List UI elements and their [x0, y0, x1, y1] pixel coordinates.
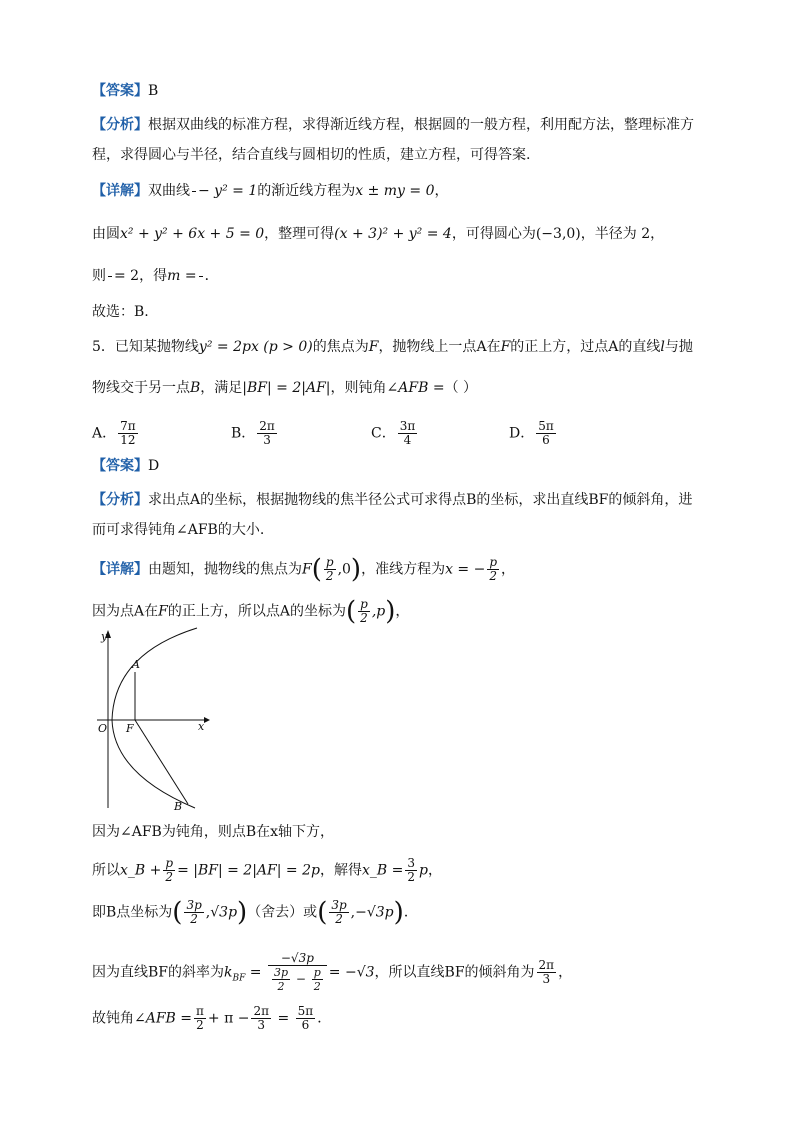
math: p: [419, 862, 428, 879]
text: 所以: [92, 862, 120, 879]
q4-analysis-text: 程，求得圆心与半径，结合直线与圆相切的性质，建立方程，可得答案.: [92, 147, 531, 163]
math: −√3p: [355, 904, 394, 921]
fraction: $\frac{p}{2}$: [489, 555, 498, 583]
math: y² = 2px (p > 0): [198, 339, 313, 355]
paren: (: [311, 554, 322, 585]
math: x ± my = 0: [355, 183, 435, 199]
text: ，可得圆心为: [451, 226, 536, 242]
text: 物线交于另一点: [92, 380, 190, 396]
option-d[interactable]: [509, 420, 558, 447]
q4-answer: B: [148, 83, 159, 99]
math: m =: [167, 268, 197, 284]
text: 双曲线: [148, 183, 190, 199]
text: 由圆: [92, 226, 120, 242]
math: x² + y² + 6x + 5 = 0: [120, 226, 265, 242]
math: k: [224, 964, 233, 981]
text: ，满足: [200, 380, 243, 396]
text: （ ）: [444, 380, 478, 396]
math: (x + 3)² + y² = 4: [334, 226, 452, 242]
label-a: A: [132, 658, 140, 671]
math: x_B =: [361, 862, 404, 879]
text: 的渐近线方程为: [257, 183, 356, 199]
fraction: $\frac{3p}{2}$: [186, 898, 202, 926]
fraction: $\frac{3}{2}$: [407, 856, 415, 884]
fraction: $\frac{2\pi}{3}$: [253, 1004, 270, 1032]
text: ，则钝角: [330, 380, 387, 396]
detail-tag: 【详解】: [92, 561, 148, 578]
label-f: F: [126, 722, 134, 735]
option-b[interactable]: [231, 420, 279, 447]
q5-answer: D: [148, 458, 160, 474]
math: F: [302, 561, 312, 578]
label-b: B: [174, 800, 183, 813]
math: A: [476, 339, 487, 355]
math: = |BF| = 2|AF| = 2p: [177, 862, 320, 879]
q4-detail-line-3: [92, 266, 219, 286]
label-y: y: [101, 630, 108, 643]
text: ，整理可得: [264, 226, 335, 242]
fraction: $\frac{7\pi}{12}$: [120, 419, 136, 447]
fraction: [199, 276, 203, 277]
text: ，半径为 2，: [580, 226, 665, 242]
text: 在: [486, 339, 501, 355]
q4-conclusion: 故选：B.: [92, 304, 149, 320]
math: x_B +: [120, 862, 162, 879]
label-x: x: [198, 720, 205, 733]
q5-detail-line-6: 因为直线BF的斜率为$k_{BF}$ = −√3p $\frac{3p}{2}$ − $\frac{p}{2}$ = −√3，所以直线BF的倾斜角为 $\frac{2\pi}{3}$ ，: [92, 951, 573, 993]
math-subscript: BF: [232, 973, 246, 984]
paren: ): [385, 596, 396, 627]
math: ∠AFB =: [386, 380, 445, 396]
math: ,p: [371, 603, 386, 620]
text: ，抛物线上一点: [378, 339, 477, 355]
fraction: $\frac{p}{2}$: [325, 555, 334, 583]
q5-detail-line-5: 即B点坐标为( $\frac{3p}{2}$ ,√3p)（舍去）或( $\frac{3p}{2}$ ,−√3p)．: [92, 897, 418, 928]
math: ∠AFB =: [134, 1010, 193, 1027]
option-a[interactable]: [92, 420, 140, 447]
analysis-tag: 【分析】: [92, 117, 148, 133]
q4-detail-line-1: [92, 181, 449, 201]
text: ．: [403, 904, 418, 921]
text: ，: [434, 183, 449, 199]
text: 即B点坐标为: [92, 904, 173, 921]
paren: (: [317, 897, 328, 928]
text: ，: [558, 964, 573, 981]
answer-tag: 【答案】: [92, 83, 148, 99]
math: + π −: [207, 1010, 250, 1027]
text: 因为点A在: [92, 603, 159, 620]
fraction: [108, 276, 112, 277]
label-o: O: [98, 722, 108, 735]
option-letter: B．: [231, 425, 256, 442]
math: |BF| = 2|AF|: [242, 380, 331, 396]
math: = −√3: [328, 964, 375, 981]
math: F: [158, 603, 168, 620]
q5-stem-line-1: [92, 337, 693, 357]
paren: (: [172, 897, 183, 928]
parabola-curve: [112, 628, 197, 808]
math: A: [608, 339, 619, 355]
text: 则: [92, 268, 106, 284]
math: l: [660, 339, 665, 355]
text: ．: [317, 1010, 332, 1027]
text: 与抛: [664, 339, 693, 355]
text: （舍去）或: [247, 904, 318, 921]
text: 的直线: [618, 339, 661, 355]
q5-analysis-line-2: 而可求得钝角∠AFB的大小.: [92, 522, 265, 538]
math: − y² = 1: [198, 183, 258, 199]
analysis-tag: 【分析】: [92, 492, 148, 508]
fraction: $\frac{2\pi}{3}$: [538, 958, 555, 986]
fraction: [192, 191, 196, 192]
math: F: [500, 339, 511, 355]
text: ，所以直线BF的倾斜角为: [374, 964, 535, 981]
fraction: $\frac{5\pi}{6}$: [538, 419, 554, 447]
text: 由题知，抛物线的焦点为: [148, 561, 302, 578]
q5-detail-line-2: [92, 598, 409, 625]
x-axis-arrow: [204, 717, 210, 723]
fraction: $\frac{3\pi}{4}$: [399, 419, 416, 447]
math: = 2: [114, 268, 140, 284]
option-c[interactable]: [371, 420, 419, 447]
q5-detail-line-1: [92, 556, 515, 583]
q5-detail-line-7: 故钝角∠AFB = $\frac{\pi}{2}$ + π − $\frac{2\pi}{3}$ = $\frac{5\pi}{6}$ ．: [92, 1004, 332, 1032]
paren: ): [350, 554, 362, 585]
option-letter: C．: [371, 425, 396, 442]
q4-analysis-text: 根据双曲线的标准方程，求得渐近线方程，根据圆的一般方程，利用配方法，整理标准方: [148, 117, 694, 133]
q5-detail-line-3: 因为∠AFB为钝角，则点B在x轴下方，: [92, 824, 335, 840]
paren: ): [237, 897, 248, 928]
q5-detail-line-4: [92, 857, 442, 884]
option-letter: A．: [92, 425, 117, 442]
parabola-graph: [92, 624, 212, 814]
text: ，: [427, 862, 442, 879]
math: B: [190, 380, 201, 396]
paren: (: [345, 596, 357, 627]
text: ，: [395, 603, 410, 620]
q5-analysis-text: 求出点A的坐标，根据抛物线的焦半径公式可求得点B的坐标，求出直线BF的倾斜角，进: [148, 492, 693, 508]
fraction: $\frac{2\pi}{3}$: [259, 419, 275, 447]
text: ，得: [139, 268, 168, 284]
fraction: $\frac{p}{2}$: [165, 856, 174, 884]
q4-answer-line: [92, 81, 158, 101]
text: 的焦点为: [312, 339, 369, 355]
text: 的正上方，过点: [510, 339, 609, 355]
q4-analysis-line-1: [92, 115, 694, 135]
math: F: [368, 339, 379, 355]
text: 5．已知某抛物线: [92, 339, 199, 355]
text: ，解得: [319, 862, 362, 879]
text: 因为直线BF的斜率为: [92, 964, 225, 981]
text: 的正上方，所以点A的坐标为: [167, 603, 346, 620]
text: ，准线方程为: [361, 561, 446, 578]
option-letter: D．: [509, 425, 535, 442]
q5-analysis-line-1: [92, 490, 692, 510]
answer-tag: 【答案】: [92, 458, 148, 474]
math: ,0: [337, 561, 351, 578]
compound-fraction: −√3p $\frac{3p}{2}$ − $\frac{p}{2}$: [268, 952, 327, 993]
q5-answer-line: [92, 456, 159, 476]
q4-detail-line-2: [92, 224, 664, 244]
q4-analysis-line-2: [92, 145, 530, 165]
math: √3p: [210, 904, 238, 921]
fraction: $\frac{\pi}{2}$: [196, 1004, 204, 1032]
detail-tag: 【详解】: [92, 183, 148, 199]
q5-stem-line-2: [92, 378, 477, 398]
text: 故钝角: [92, 1010, 134, 1027]
math: (−3,0): [535, 226, 581, 242]
text: ，: [501, 561, 516, 578]
math: x = −: [445, 561, 486, 578]
text: ．: [204, 268, 219, 284]
fraction: $\frac{p}{2}$: [360, 597, 368, 625]
fraction: $\frac{5\pi}{6}$: [297, 1004, 314, 1032]
fraction: $\frac{3p}{2}$: [331, 898, 347, 926]
paren: ): [393, 897, 404, 928]
